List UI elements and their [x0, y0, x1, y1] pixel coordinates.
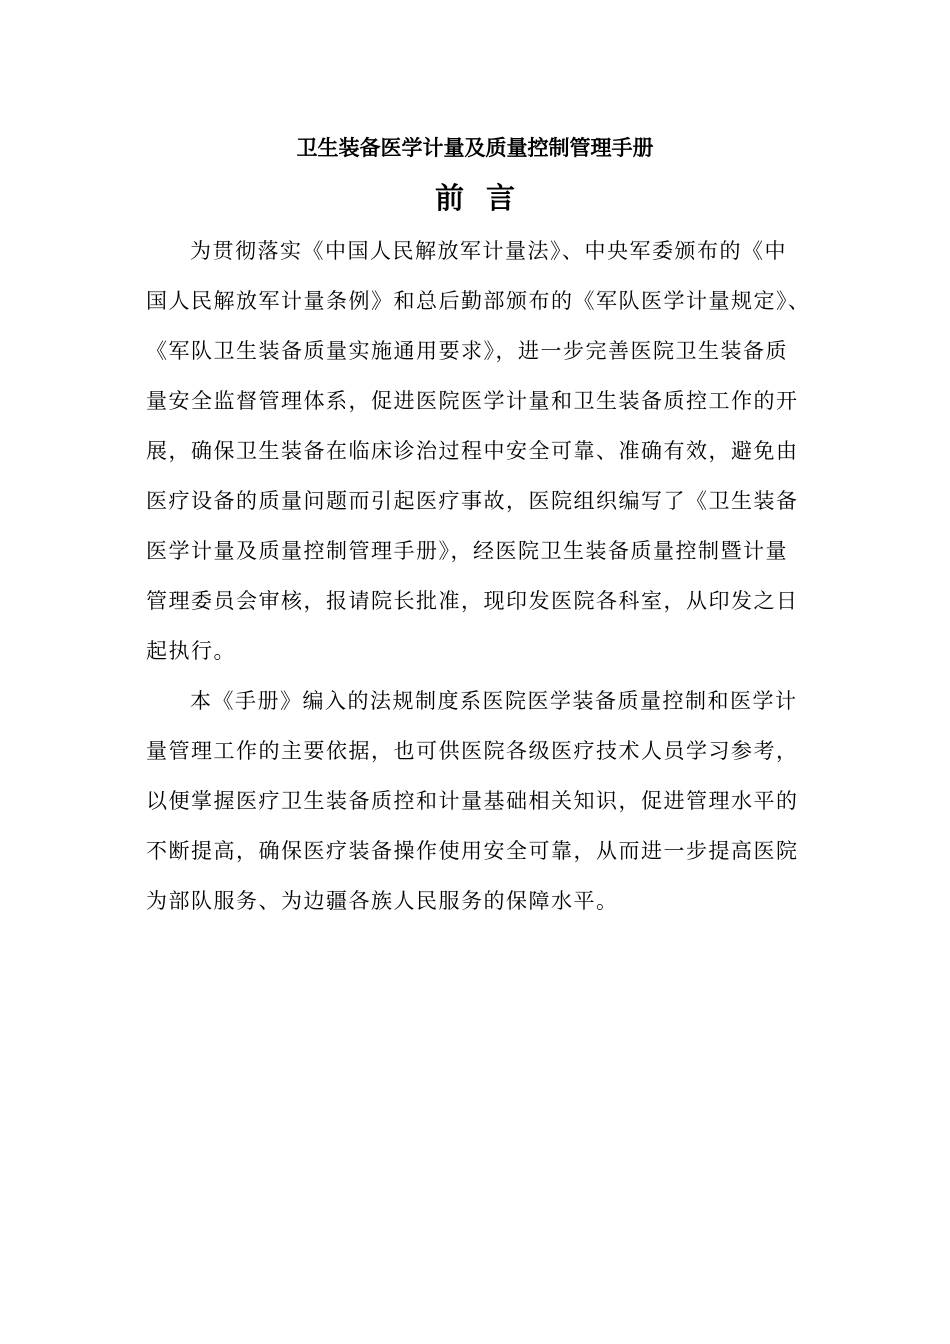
paragraph-1-line-7: 医学计量及质量控制管理手册》，经医院卫生装备质量控制暨计量	[146, 539, 788, 563]
paragraph-1-line-3: 《军队卫生装备质量实施通用要求》，进一步完善医院卫生装备质	[146, 339, 788, 363]
paragraph-2-line-5: 为部队服务、为边疆各族人民服务的保障水平。	[146, 889, 619, 913]
paragraph-2-line-1: 本《手册》编入的法规制度系医院医学装备质量控制和医学计	[190, 689, 798, 713]
paragraph-1-line-4: 量安全监督管理体系，促进医院医学计量和卫生装备质控工作的开	[146, 389, 799, 413]
paragraph-1-line-2: 国人民解放军计量条例》和总后勤部颁布的《军队医学计量规定》、	[146, 289, 811, 313]
paragraph-2	[146, 676, 814, 926]
paragraph-1	[146, 226, 814, 676]
paragraph-1-line-6: 医疗设备的质量问题而引起医疗事故，医院组织编写了《卫生装备	[146, 489, 799, 513]
paragraph-1-line-9: 起执行。	[146, 639, 236, 663]
document-title: 卫生装备医学计量及质量控制管理手册	[296, 135, 654, 160]
paragraph-1-line-8: 管理委员会审核，报请院长批准，现印发医院各科室，从印发之日	[146, 589, 799, 613]
paragraph-2-line-4: 不断提高，确保医疗装备操作使用安全可靠，从而进一步提高医院	[146, 839, 799, 863]
paragraph-1-line-5: 展，确保卫生装备在临床诊治过程中安全可靠、准确有效，避免由	[146, 439, 799, 463]
paragraph-1-line-1: 为贯彻落实《中国人民解放军计量法》、中央军委颁布的《中	[190, 239, 787, 263]
section-title-preface: 前言	[434, 181, 537, 215]
paragraph-2-line-3: 以便掌握医疗卫生装备质控和计量基础相关知识，促进管理水平的	[146, 789, 799, 813]
paragraph-2-line-2: 量管理工作的主要依据，也可供医院各级医疗技术人员学习参考，	[146, 739, 799, 763]
